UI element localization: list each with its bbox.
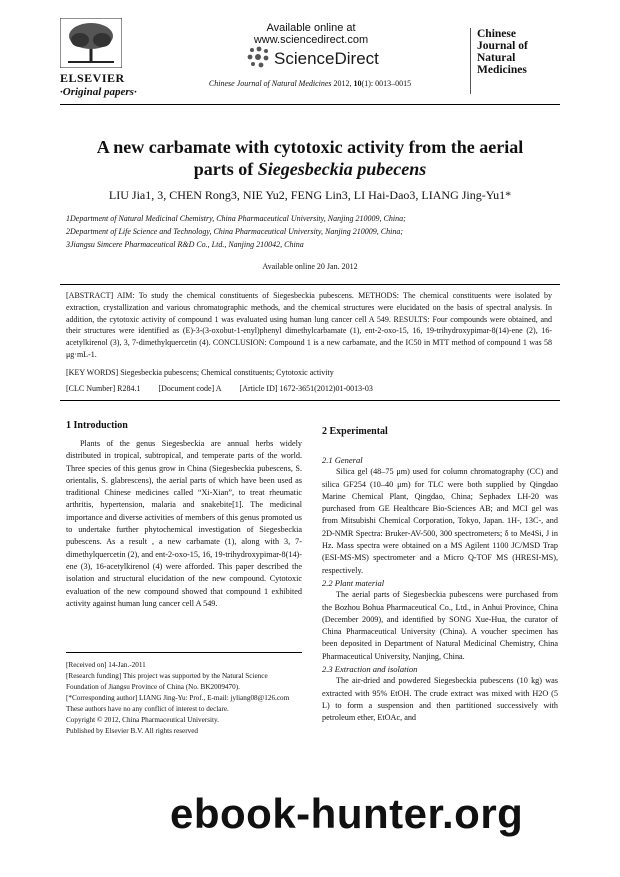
journal-year: 2012,: [331, 79, 354, 88]
abstract-top-rule: [60, 284, 560, 285]
affiliation-2: 2Department of Life Science and Technology, China Pharmaceutical University, Nanjing 210009, China;: [66, 227, 403, 236]
intro-column: [66, 438, 302, 610]
affiliation-1: 1Department of Natural Medicinal Chemistry, China Pharmaceutical University, Nanjing 210009, China;: [66, 214, 406, 223]
footnote-copyright: Copyright © 2012, China Pharmaceutical University.: [66, 716, 219, 724]
footnote-corresponding: [*Corresponding author] LIANG Jing-Yu: Prof., E-mail: jyliang08@126.com: [66, 694, 290, 702]
abstract-bottom-rule: [60, 400, 560, 401]
paper-type: ·Original papers·: [60, 86, 137, 98]
footnote-funding: [Research funding] This project was supported by the Natural Science Foundation of Jiangsu Province of China (No. BK2009470).: [66, 672, 268, 691]
title-plain: parts of: [193, 159, 258, 179]
author-list: LIU Jia1, 3, CHEN Rong3, NIE Yu2, FENG Lin3, LI Hai-Dao3, LIANG Jing-Yu1*: [108, 188, 512, 202]
experimental-heading: 2 Experimental: [322, 426, 388, 437]
abstract-text: [ABSTRACT] AIM: To study the chemical constituents of Siegesbeckia pubescens. METHODS: The chemical constituents were isolated by extraction, crystallization and various chromatographic methods, and the chemical structures were elucidated on the basis of spectral analysis. In addition, the cytotoxic activity of compound 1 was evaluated using human lung cancer cell A 549. RESULTS: Four compounds were obtained, and their structures were identified as (E)-3-(3-oxobut-1-enyl)phenyl dimethylcarbamate (1), ent-2-oxo-15, 16, 19-trihydroxypimar-8(14)-ene (2), 16-acetylkirenol (3), 3, 7-dimethylquercetin (4). CONCLUSION: Compound 1 is a new carbamate, and the IC50 in MTT method of compound 1 was 58 μg·mL-1.: [66, 291, 552, 359]
title-line-1: A new carbamate with cytotoxic activity from the aerial: [96, 137, 524, 157]
watermark: ebook-hunter.org: [170, 790, 524, 837]
intro-heading: 1 Introduction: [66, 420, 128, 431]
classification-line: [66, 384, 552, 393]
footnote-received: [Received on] 14-Jan.-2011: [66, 661, 146, 669]
section-2-1-text: Silica gel (48–75 μm) used for column chromatography (CC) and silica GF254 (10–40 μm) for TLC were both supplied by Qingdao Marine Chemical Plant, Qingdao, China; Sephadex LH-20 was purchased from GE Healthcare Bio-Sciences AB; and MCI gel was from Mitsubishi Chemical Corporation, Tokyo, Japan. 1H-, 13C-, and 2D-NMR Spectra: Bruker-AV-500, 300 spectrometers; δ to Me4Si, J in Hz. Mass spectra were obtained on a MS Agilent 1100 JC/MSD Trap (ESI-MS-MS) spectrometer and a Micro Q-TOF MS (HRESI-MS), respectively.: [322, 467, 558, 575]
title-line-2: [60, 158, 560, 180]
article-id: [Article ID] 1672-3651(2012)01-0013-03: [239, 384, 373, 393]
journal-citation: [190, 79, 430, 88]
journal-pages: (1): 0013–0015: [361, 79, 412, 88]
journal-box-line: Chinese: [477, 28, 516, 40]
section-2-3-text: The air-dried and powdered Siegesbeckia pubescens (10 kg) was extracted with 95% EtOH. The crude extract was mixed with H2O (5 L) to form a suspension and then partitioned successively with petroleum ether, EtOAc, and: [322, 676, 558, 723]
elsevier-tree-logo: [60, 18, 122, 68]
footnote-publisher: Published by Elsevier B.V. All rights reserved: [66, 727, 199, 735]
document-code: [Document code] A: [158, 384, 222, 393]
available-date: Available online 20 Jan. 2012: [262, 262, 358, 271]
affiliation-3: 3Jiangsu Simcere Pharmaceutical R&D Co., Ltd., Nanjing 210042, China: [66, 240, 304, 249]
section-2-2-text: The aerial parts of Siegesbeckia pubescens were purchased from the Bozhou Bohua Pharmaceutical Co., Ltd., in Anhui Province, China (December 2009), and identified by SONG Xue-Hua, the curator of China Pharmaceutical University (China). A voucher specimen has been deposited in Department of Natural Medicinal Chemistry, China Pharmaceutical University, Nanjing, China.: [322, 590, 558, 661]
intro-paragraph: Plants of the genus Siegesbeckia are annual herbs widely distributed in tropical, subtropical, and temperate parts of the world. Three species of this genus grow in China (Siegesbeckia pubescens, S. orientalis, S. glabrescens), the aerial parts of which have been used as traditional Chinese medicines called “Xi-Xian”, to treat rheumatic arthritis, hypertension, malaria and snakebite[1]. The medicinal importance and diverse activities of members of this genus promoted us to undertake further phytochemical investigation of Siegesbeckia pubescens. As a result , a new carbamate (1), along with 3, 7-dimethylquercetin (2), and ent-2-oxo-15, 16, 19-trihydroxypimar-8(14)-ene (3), 16-acetylkirenol (4) were afforded. This paper described the isolation and structural elucidation of the new compound. Cytotoxic evaluation of the new compound showed that compound 1 exhibited activity against human lung cancer cell A 549.: [66, 439, 302, 608]
journal-volume: 10: [353, 79, 362, 88]
footnote-conflict: These authors have no any conflict of interest to declare.: [66, 705, 229, 713]
section-2-1-heading: 2.1 General: [322, 455, 363, 465]
journal-box-line: Medicines: [477, 64, 527, 76]
section-2-3-heading: 2.3 Extraction and isolation: [322, 664, 418, 675]
publisher-name: ELSEVIER: [60, 71, 125, 85]
journal-title-box: [470, 28, 571, 94]
journal-box-line: Journal of: [477, 40, 528, 52]
header-rule: [60, 104, 560, 105]
article-title: [60, 136, 560, 180]
footnotes: [66, 660, 302, 737]
available-online-link[interactable]: Available online at www.sciencedirect.com: [253, 22, 369, 46]
section-2-2-heading: 2.2 Plant material: [322, 577, 385, 588]
footnote-rule: [66, 652, 302, 653]
sciencedirect-wordmark: ScienceDirect: [274, 49, 379, 68]
journal-name: Chinese Journal of Natural Medicines: [208, 79, 332, 88]
title-species: Siegesbeckia pubecens: [257, 159, 427, 179]
experimental-column: [322, 454, 558, 725]
keywords: [KEY WORDS] Siegesbeckia pubescens; Chemical constituents; Cytotoxic activity: [66, 368, 334, 377]
clc-number: [CLC Number] R284.1: [66, 384, 141, 393]
journal-box-line: Natural: [477, 52, 516, 64]
